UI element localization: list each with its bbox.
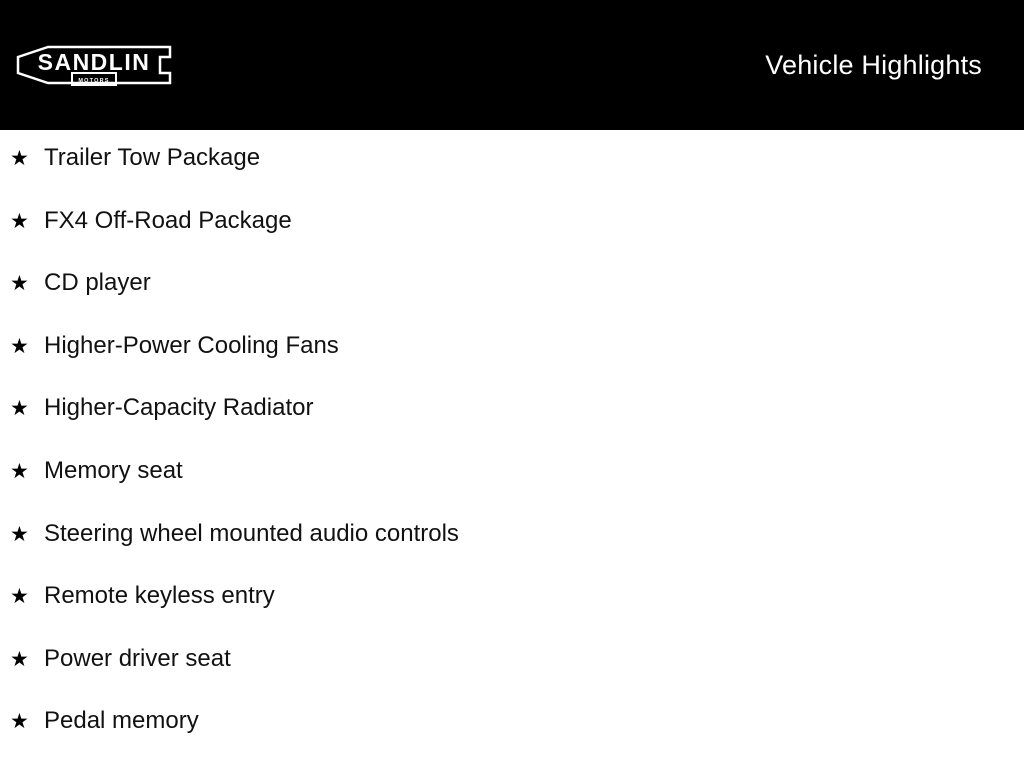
list-item-label: Memory seat [44,456,183,484]
star-icon: ★ [10,397,29,421]
star-icon: ★ [10,209,29,233]
list-item-label: Steering wheel mounted audio controls [44,519,459,547]
list-item-label: Remote keyless entry [44,582,275,610]
list-item [0,456,1024,522]
list-item [0,331,1024,397]
star-icon: ★ [10,710,29,734]
list-item [0,644,1024,710]
page-header [0,0,1024,130]
page-title: Vehicle Highlights [765,49,982,80]
list-item-label: FX4 Off-Road Package [44,206,292,234]
svg-text:SANDLIN: SANDLIN [37,49,151,75]
sandlin-motors-logo-icon [14,37,174,93]
list-item [0,146,1024,209]
list-item [0,396,1024,459]
star-icon: ★ [10,147,29,170]
star-icon: ★ [10,334,29,358]
list-item-label: Power driver seat [44,644,231,672]
svg-text:MOTORS: MOTORS [78,78,110,84]
list-item-label: Trailer Tow Package [44,144,261,171]
star-icon: ★ [10,585,29,609]
star-icon: ★ [10,647,29,671]
star-icon: ★ [10,522,29,546]
star-icon: ★ [10,459,29,483]
list-item-label: Higher-Power Cooling Fans [44,331,339,359]
list-item [0,709,1024,768]
list-item [0,519,1024,585]
vehicle-highlights-list [0,130,1024,768]
list-item-label: CD player [44,269,151,297]
list-item [0,271,1024,334]
list-item [0,584,1024,647]
list-item-label: Pedal memory [44,707,199,735]
list-item-label: Higher-Capacity Radiator [44,394,314,422]
list-item [0,206,1024,272]
star-icon: ★ [10,272,29,296]
